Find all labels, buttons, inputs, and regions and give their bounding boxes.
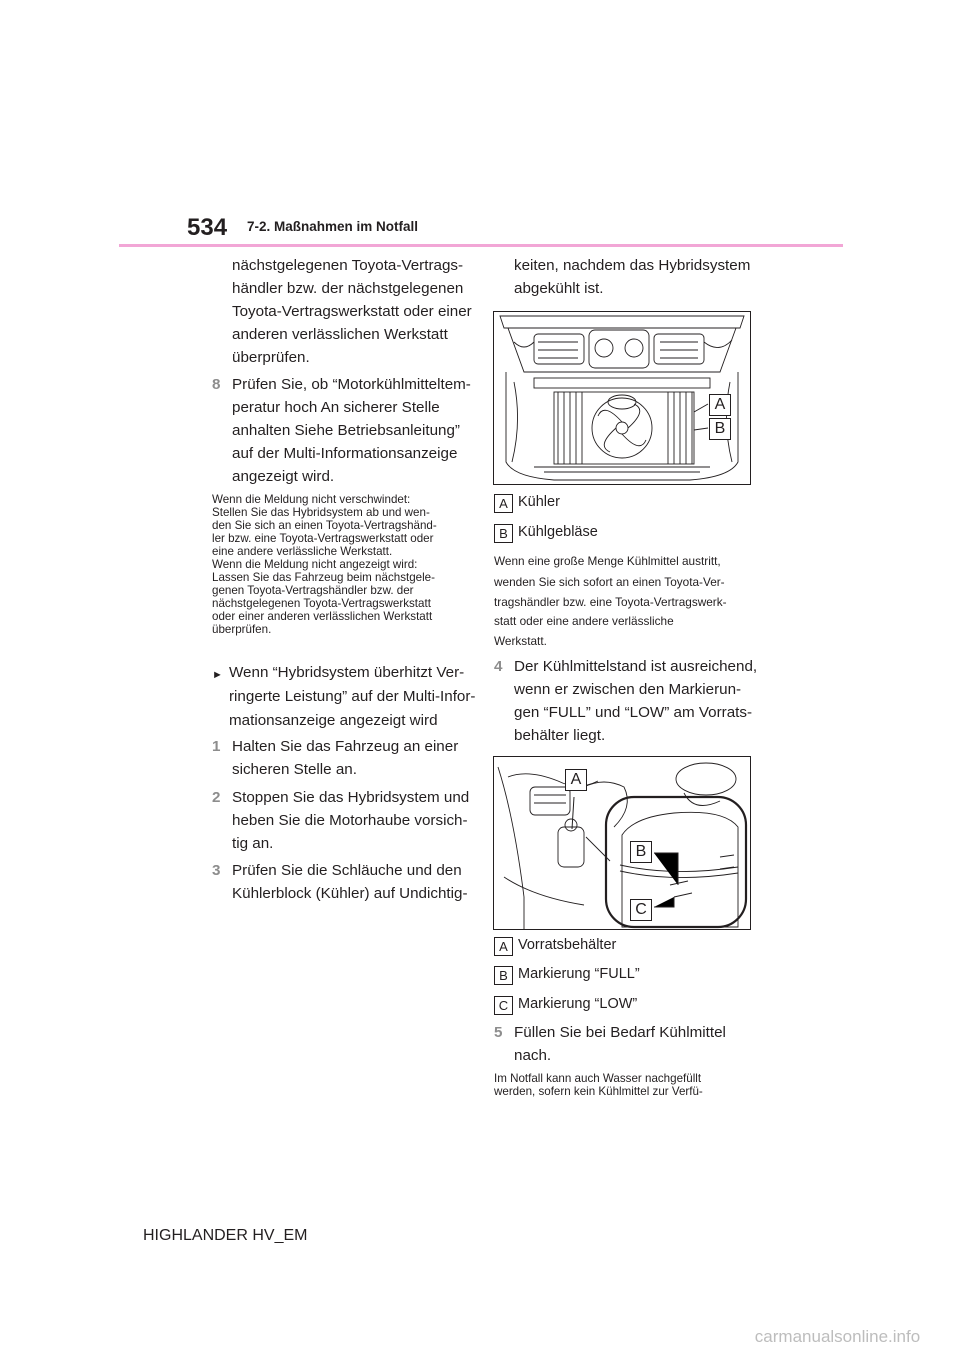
reservoir-figure: [493, 756, 751, 930]
note-line: nächstgelegenen Toyota-Vertragswerkstatt: [212, 597, 431, 610]
text-line: Wenn “Hybridsystem überhitzt Ver-: [229, 664, 465, 681]
note-line: werden, sofern kein Kühlmittel zur Verfü-: [494, 1085, 703, 1098]
text-line: ringerte Leistung” auf der Multi-Infor-: [229, 688, 476, 705]
text-line: anderen verlässlichen Werkstatt: [232, 326, 448, 343]
legend-item: [494, 524, 598, 543]
text-line: nach.: [514, 1047, 552, 1064]
step-number: 3: [212, 862, 221, 879]
text-line: keiten, nachdem das Hybridsystem: [514, 257, 751, 274]
text-line: Halten Sie das Fahrzeug an einer: [232, 738, 459, 755]
text-line: sicheren Stelle an.: [232, 761, 357, 778]
note-line: oder einer anderen verlässlichen Werkstatt: [212, 610, 433, 623]
watermark: carmanualsonline.info: [754, 1327, 921, 1346]
note-line: Lassen Sie das Fahrzeug beim nächstgele-: [212, 571, 435, 584]
step-number: 1: [212, 738, 221, 755]
text-line: Toyota-Vertragswerkstatt oder einer: [232, 303, 472, 320]
note-line: Wenn die Meldung nicht verschwindet:: [212, 493, 411, 506]
engine-bay-figure: [493, 311, 751, 485]
note-line: Wenn die Meldung nicht angezeigt wird:: [212, 558, 418, 571]
note-line: ler bzw. eine Toyota-Vertragswerkstatt oder: [212, 532, 434, 545]
footer-model: HIGHLANDER HV_EM: [143, 1227, 308, 1244]
note-line: wenden Sie sich sofort an einen Toyota-Ver-: [494, 575, 725, 589]
note-line: statt oder eine andere verlässliche: [494, 614, 674, 628]
text-line: anhalten Siehe Betriebsanleitung”: [232, 422, 460, 439]
legend-text: Markierung “LOW”: [518, 996, 638, 1012]
reservoir-illustration: [494, 757, 750, 929]
note-line: eine andere verlässliche Werkstatt.: [212, 545, 393, 558]
step-number: 4: [494, 658, 503, 675]
legend-text: Kühler: [518, 494, 560, 510]
text-line: Stoppen Sie das Hybridsystem und: [232, 789, 470, 806]
legend-item: [494, 996, 637, 1015]
text-line: behälter liegt.: [514, 727, 606, 744]
figure-label-c: C: [630, 899, 652, 921]
figure-label-b: B: [630, 841, 652, 863]
figure-label-a: A: [565, 769, 587, 791]
note-line: überprüfen.: [212, 623, 272, 636]
legend-letter-a: A: [494, 937, 513, 956]
page-number: 534: [187, 214, 228, 241]
step-number: 8: [212, 376, 221, 393]
note-line: Im Notfall kann auch Wasser nachgefüllt: [494, 1072, 702, 1085]
step-number: 5: [494, 1024, 503, 1041]
bullet-arrow-icon: ►: [212, 669, 223, 681]
text-line: auf der Multi-Informationsanzeige: [232, 445, 458, 462]
figure-label-b: B: [709, 418, 731, 440]
legend-text: Kühlgebläse: [518, 524, 598, 540]
text-line: Prüfen Sie, ob “Motorkühlmitteltem-: [232, 376, 471, 393]
text-line: wenn er zwischen den Markierun-: [514, 681, 742, 698]
text-line: heben Sie die Motorhaube vorsich-: [232, 812, 468, 829]
note-line: Werkstatt.: [494, 634, 547, 648]
note-line: tragshändler bzw. eine Toyota-Vertragswerk-: [494, 595, 727, 609]
step-number: 2: [212, 789, 221, 806]
note-line: Wenn eine große Menge Kühlmittel austritt,: [494, 554, 721, 568]
legend-letter-b: B: [494, 524, 513, 543]
text-line: abgekühlt ist.: [514, 280, 604, 297]
legend-letter-b: B: [494, 966, 513, 985]
text-line: peratur hoch An sicherer Stelle: [232, 399, 440, 416]
legend-letter-c: C: [494, 996, 513, 1015]
text-line: angezeigt wird.: [232, 468, 335, 485]
note-line: den Sie sich an einen Toyota-Vertragshänd-: [212, 519, 437, 532]
text-line: Prüfen Sie die Schläuche und den: [232, 862, 462, 879]
text-line: mationsanzeige angezeigt wird: [229, 712, 438, 729]
legend-item: [494, 966, 640, 985]
text-line: tig an.: [232, 835, 274, 852]
text-line: händler bzw. der nächstgelegenen: [232, 280, 464, 297]
note-line: genen Toyota-Vertragshändler bzw. der: [212, 584, 414, 597]
legend-text: Markierung “FULL”: [518, 966, 640, 982]
legend-text: Vorratsbehälter: [518, 937, 617, 953]
text-line: gen “FULL” und “LOW” am Vorrats-: [514, 704, 753, 721]
figure-label-a: A: [709, 394, 731, 416]
text-line: Der Kühlmittelstand ist ausreichend,: [514, 658, 758, 675]
text-line: Füllen Sie bei Bedarf Kühlmittel: [514, 1024, 726, 1041]
legend-letter-a: A: [494, 494, 513, 513]
header-rule: [119, 244, 843, 247]
note-line: Stellen Sie das Hybridsystem ab und wen-: [212, 506, 430, 519]
legend-item: [494, 494, 560, 513]
text-line: Kühlerblock (Kühler) auf Undichtig-: [232, 885, 468, 902]
section-title: 7-2. Maßnahmen im Notfall: [247, 219, 419, 234]
text-line: überprüfen.: [232, 349, 310, 366]
legend-item: [494, 937, 616, 956]
text-line: nächstgelegenen Toyota-Vertrags-: [232, 257, 464, 274]
